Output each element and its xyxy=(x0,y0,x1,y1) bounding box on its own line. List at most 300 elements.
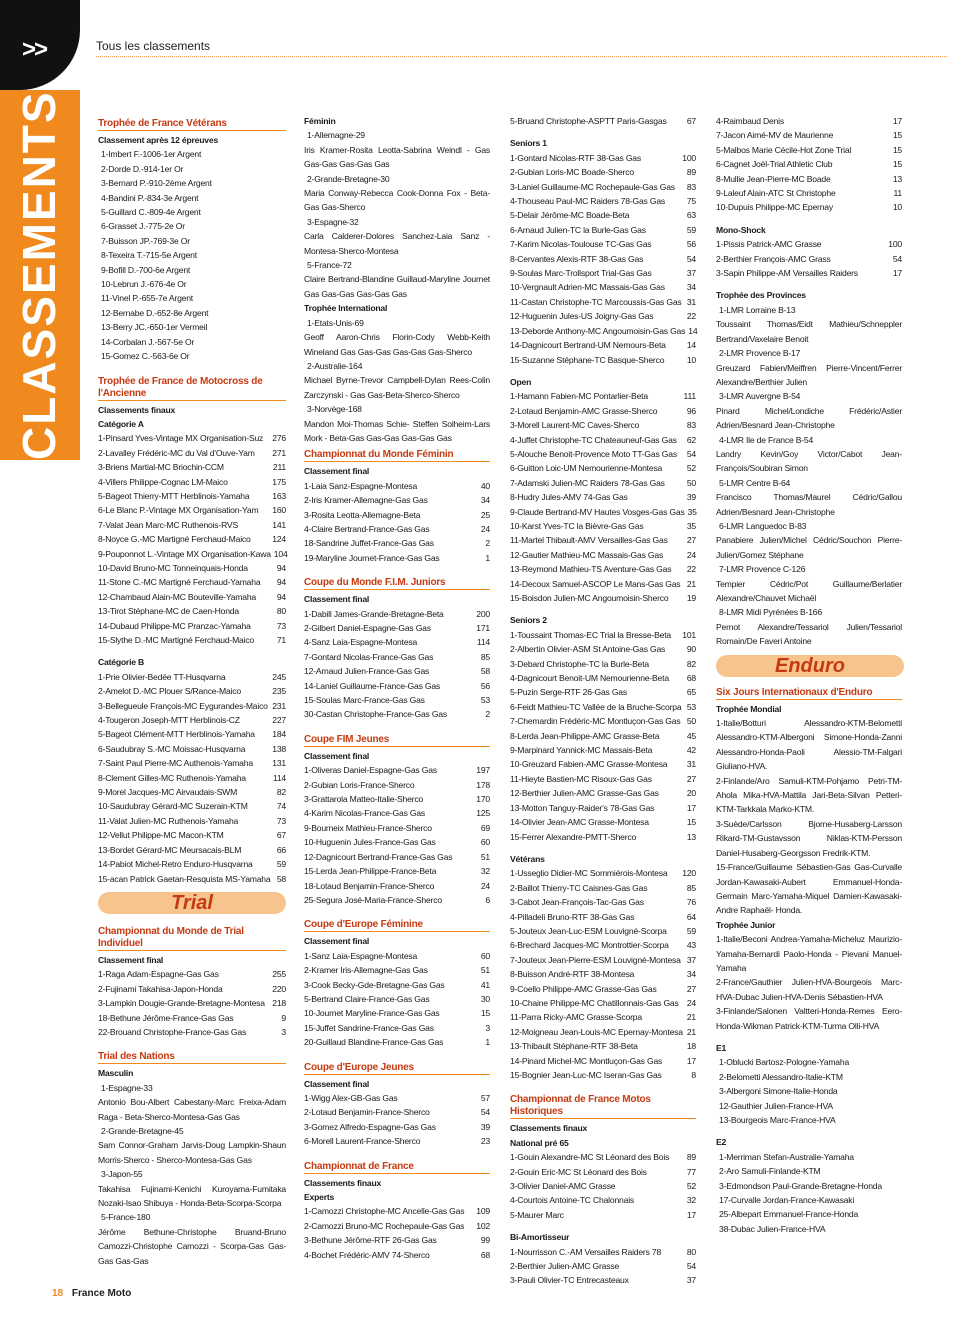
result-row xyxy=(98,575,286,589)
result-name: 2-Grande-Bretagne-30 xyxy=(307,173,390,184)
result-name: 2-Lavalley Frédéric-MC du Val d'Ouve-Yam xyxy=(98,447,255,458)
result-name: 4-Raimbaud Denis xyxy=(716,116,784,126)
result-row xyxy=(510,700,696,714)
result-points: 65 xyxy=(686,687,696,698)
result-name: 3-Olivier Daniel-AMC Grasse xyxy=(510,1181,616,1192)
breadcrumb[interactable]: Tous les classements xyxy=(96,39,211,53)
result-name: 3-LMR Auvergne B-54 xyxy=(719,391,801,402)
result-name: 2-Gubian Loris-France-Sherco xyxy=(304,779,415,790)
spacer xyxy=(304,1050,490,1058)
result-row xyxy=(304,621,490,635)
section-heading: Championnat du Monde Féminin xyxy=(304,445,490,462)
result-row xyxy=(98,219,286,233)
result-name: 5-LMR Centre B-64 xyxy=(719,477,791,488)
result-points: 69 xyxy=(480,822,490,833)
result-points: 83 xyxy=(686,181,696,192)
result-name: 2-Fujinami Takahisa-Japon-Honda xyxy=(98,983,223,994)
subheading: Classements finaux xyxy=(98,404,176,415)
result-row xyxy=(98,147,286,161)
result-row xyxy=(304,1035,490,1049)
result-name: 3-Cook Becky-Gde-Bretagne-Gas Gas xyxy=(304,979,445,990)
result-name: 25-Albepart Emmanuel-France-Honda xyxy=(719,1209,859,1220)
result-row xyxy=(98,684,286,698)
result-name: 14-Laniel Guillaume-France-Gas Gas xyxy=(304,680,441,691)
result-points: 67 xyxy=(276,830,286,841)
result-name: 4-Bochet Frédéric-AMV 74-Sherco xyxy=(304,1249,430,1260)
result-row xyxy=(304,551,490,565)
result-row xyxy=(510,1245,696,1259)
spacer xyxy=(98,1039,286,1047)
result-points: 138 xyxy=(272,743,286,754)
result-name: 8-Lerda Jean-Philippe-AMC Grasse-Beta xyxy=(510,730,660,741)
result-name: 11-Vinel P.-655-7e Argent xyxy=(101,293,193,304)
result-points: 6 xyxy=(485,894,490,905)
result-points: 80 xyxy=(686,1246,696,1257)
result-points: 89 xyxy=(686,167,696,178)
double-chevron-icon: >> xyxy=(22,36,47,63)
subheading: Classement final xyxy=(304,466,370,477)
result-points: 37 xyxy=(686,954,696,965)
result-name: 1-Raga Adam-Espagne-Gas Gas xyxy=(98,969,219,980)
result-name: 10-Lebrun J.-676-4e Or xyxy=(101,279,187,290)
result-name: 15-Juffet Sandrine-France-Gas Gas xyxy=(304,1022,434,1033)
sidebar-title: CLASSEMENTS xyxy=(13,90,65,460)
result-name: 8-Noyce G.-MC Martigné Ferchaud-Maico xyxy=(98,534,251,545)
spacer xyxy=(510,367,696,375)
result-points: 2 xyxy=(485,709,490,720)
team-roster: 2-Finlande/Aro Samuli-KTM-Pohjamo Petri-TM-Ahola Mika-HVA-Mattila Jari-Beta-Silvan Petteri-KTM-Tarkkala Marko-KTM. xyxy=(716,775,902,815)
result-points: 75 xyxy=(686,196,696,207)
section-heading: Coupe du Monde F.I.M. Juniors xyxy=(304,573,490,590)
result-name: 8-Mullie Jean-Pierre-MC Boade xyxy=(716,173,831,184)
result-points: 17 xyxy=(686,802,696,813)
result-name: 15-Gomez C.-563-6e Or xyxy=(101,351,190,362)
result-points: 17 xyxy=(892,116,902,126)
result-name: 3-Espagne-32 xyxy=(307,216,359,227)
result-name: 7-Gontard Nicolas-France-Gas Gas xyxy=(304,651,434,662)
result-row xyxy=(98,843,286,857)
result-name: 3-Bellegueule François-MC Eygurandes-Maico xyxy=(98,700,268,711)
spacer xyxy=(716,280,902,288)
result-name: 7-Karim Nicolas-Toulouse TC-Gas Gas xyxy=(510,239,652,250)
result-row xyxy=(510,1068,696,1082)
result-row xyxy=(304,1134,490,1148)
result-points: 62 xyxy=(686,434,696,445)
result-name: 14-Dubaud Philippe-MC Pranzac-Yamaha xyxy=(98,620,251,631)
result-points: 27 xyxy=(686,535,696,546)
result-row xyxy=(510,280,696,294)
result-name: 1-Oliveras Daniel-Espagne-Gas Gas xyxy=(304,765,437,776)
result-row xyxy=(510,1179,696,1193)
result-row xyxy=(304,992,490,1006)
result-row xyxy=(304,1105,490,1119)
team-roster: Antonio Bou-Albert Cabestany-Marc Freixa-Adam Raga - Beta-Sherco-Montesa-Gas Gas xyxy=(98,1097,286,1122)
team-roster: Sam Connor-Graham Jarvis-Doug Lampkin-Shaun Morris-Sherco - Sherco-Montesa-Gas Gas xyxy=(98,1140,286,1165)
result-points: 220 xyxy=(272,983,286,994)
result-points: 30 xyxy=(480,993,490,1004)
result-row xyxy=(304,215,490,229)
result-name: 3-Edmondson Paul-Grande-Bretagne-Honda xyxy=(719,1180,882,1191)
result-points: 2 xyxy=(485,538,490,549)
result-row xyxy=(304,172,490,186)
result-row xyxy=(510,461,696,475)
result-row xyxy=(304,359,490,373)
section-heading: Championnat de France xyxy=(304,1157,490,1174)
result-row xyxy=(98,306,286,320)
result-row xyxy=(304,664,490,678)
result-points: 73 xyxy=(276,620,286,631)
result-name: 6-Grasset J.-775-2e Or xyxy=(101,221,185,232)
result-name: 4-Courtois Antoine-TC Chalonnais xyxy=(510,1195,635,1206)
result-points: 104 xyxy=(273,548,288,559)
result-points: 15 xyxy=(892,159,902,170)
result-row xyxy=(716,1150,902,1164)
result-name: 2-Lotaud Benjamin-AMC Grasse-Sherco xyxy=(510,405,658,416)
result-name: 11-Hieyte Bastien-MC Risoux-Gas Gas xyxy=(510,773,652,784)
result-name: 12-Chambaud Alain-MC Bouteville-Yamaha xyxy=(98,591,256,602)
section-heading: Trial des Nations xyxy=(98,1047,286,1064)
result-name: 11-Castan Christophe-TC Marcoussis-Gas Gas xyxy=(510,296,682,307)
result-name: 1-Sanz Laia-Espagne-Montesa xyxy=(304,950,418,961)
result-points: 10 xyxy=(686,354,696,365)
result-points: 59 xyxy=(686,224,696,235)
team-roster: 3-Suède/Carlsson Bjorne-Husaberg-Larsson Rikard-TM-Gustavsson Niklas-KTM-Persson Daniel-Husaberg-Georgsson Fredrik-KTM. xyxy=(716,818,902,858)
team-roster: Maria Conway-Rebecca Cook-Donna Fox - Beta-Gas Gas-Sherco xyxy=(304,188,490,213)
result-name: 9-Soulas Marc-Trollsport Trial-Gas Gas xyxy=(510,268,652,279)
result-row xyxy=(304,128,490,142)
result-row xyxy=(716,237,902,251)
result-name: 5-France-180 xyxy=(101,1212,151,1223)
result-row xyxy=(304,707,490,721)
team-roster: Tempier Cédric/Pot Guillaume/Berlatier Alexandre/Chauvet Michaël xyxy=(716,578,902,603)
result-name: 9-Laleuf Alain-ATC St Christophe xyxy=(716,188,836,199)
section-heading: Championnat du Monde de Trial Individuel xyxy=(98,922,286,951)
result-name: 8-Clement Gilles-MC Ruthenois-Yamaha xyxy=(98,772,246,783)
result-points: 74 xyxy=(276,801,286,812)
result-name: 11-Stone C.-MC Martigné Ferchaud-Yamaha xyxy=(98,577,261,588)
result-points: 17 xyxy=(892,268,902,279)
result-row xyxy=(98,248,286,262)
result-points: 56 xyxy=(686,239,696,250)
result-points: 20 xyxy=(686,788,696,799)
result-name: 3-Norvège-168 xyxy=(307,404,362,415)
result-row xyxy=(304,522,490,536)
result-row xyxy=(304,1248,490,1262)
result-name: 6-Morell Laurent-France-Sherco xyxy=(304,1136,421,1147)
result-name: 13-Bordet Gérard-MC Meursacais-BLM xyxy=(98,844,242,855)
result-points: 19 xyxy=(686,593,696,603)
subheading: E2 xyxy=(716,1137,727,1148)
result-row xyxy=(716,389,902,403)
result-points: 245 xyxy=(272,671,286,682)
result-row xyxy=(304,402,490,416)
result-row xyxy=(510,1273,696,1287)
result-points: 22 xyxy=(686,564,696,575)
result-name: 1-Allemagne-29 xyxy=(307,130,365,141)
result-points: 39 xyxy=(480,1121,490,1132)
result-row xyxy=(510,671,696,685)
result-row xyxy=(510,505,696,519)
result-points: 53 xyxy=(480,695,490,706)
result-points: 35 xyxy=(686,520,696,531)
result-points: 111 xyxy=(683,391,696,402)
result-row xyxy=(510,757,696,771)
result-name: 11-Martel Thibault-AMV Versailles-Gas Gas xyxy=(510,535,668,546)
spacer xyxy=(304,907,490,915)
result-row xyxy=(98,234,286,248)
result-name: 13-Motton Tanguy-Raider's 78-Gas Gas xyxy=(510,802,655,813)
result-name: 19-Maryline Journet-France-Gas Gas xyxy=(304,552,440,563)
result-name: 14-Dagnicourt Bertrand-UM Nemours-Beta xyxy=(510,340,666,351)
result-row xyxy=(510,938,696,952)
result-row xyxy=(716,172,902,186)
result-row xyxy=(304,821,490,835)
result-name: 1-Wigg Alex-GB-Gas Gas xyxy=(304,1092,398,1103)
result-name: 1-Toussaint Thomas-EC Trial la Bresse-Beta xyxy=(510,629,671,640)
result-row xyxy=(510,562,696,576)
result-points: 14 xyxy=(688,325,698,336)
result-name: 2-Lotaud Benjamin-France-Sherco xyxy=(304,1107,430,1118)
result-name: 1-Imbert F.-1006-1er Argent xyxy=(101,149,202,160)
result-row xyxy=(510,685,696,699)
result-points: 37 xyxy=(686,1275,696,1286)
subheading: E1 xyxy=(716,1042,727,1053)
result-row xyxy=(98,503,286,517)
team-roster: Takahisa Fujinami-Kenichi Kuroyama-Fumitaka Nozaki-Isao Shibuya - Honda-Beta-Scorpa-Scorpa xyxy=(98,1183,286,1208)
result-row xyxy=(98,320,286,334)
result-points: 52 xyxy=(686,1181,696,1192)
result-name: 1-Pinsard Yves-Vintage MX Organisation-Suz xyxy=(98,433,264,444)
result-row xyxy=(98,335,286,349)
result-points: 37 xyxy=(686,268,696,279)
result-points: 68 xyxy=(480,1249,490,1260)
result-points: 94 xyxy=(276,591,286,602)
result-row xyxy=(98,967,286,981)
result-row xyxy=(98,604,286,618)
section-heading: Championnat de France Motos Historiques xyxy=(510,1090,696,1119)
spacer xyxy=(716,1127,902,1135)
result-points: 235 xyxy=(272,686,286,697)
result-name: 5-Delair Jérôme-MC Boade-Beta xyxy=(510,210,630,221)
subheading: Classements finaux xyxy=(510,1123,588,1134)
result-name: 7-Jacon Aimé-MV de Maurienne xyxy=(716,130,834,141)
team-roster: Pinard Michel/Londiche Frédéric/Astier Adrien/Besnard Jean-Christophe xyxy=(716,405,902,431)
result-row xyxy=(304,607,490,621)
result-points: 170 xyxy=(476,794,490,805)
result-row xyxy=(304,693,490,707)
result-name: 15-Bognier Jean-Luc-MC Iseran-Gas Gas xyxy=(510,1070,662,1080)
result-points: 66 xyxy=(276,844,286,855)
result-row xyxy=(510,772,696,786)
result-name: 18-Sandrine Juffet-France-Gas Gas xyxy=(304,538,434,549)
result-row xyxy=(510,924,696,938)
result-points: 25 xyxy=(480,509,490,520)
result-points: 80 xyxy=(276,606,286,617)
result-name: 4-Juffet Christophe-TC Chateauneuf-Gas Gas xyxy=(510,434,677,445)
result-points: 197 xyxy=(476,765,490,776)
result-row xyxy=(510,1054,696,1068)
result-name: 12-Gauthier Julien-France-HVA xyxy=(719,1100,833,1111)
result-points: 85 xyxy=(686,882,696,893)
result-row xyxy=(304,258,490,272)
result-points: 57 xyxy=(480,1092,490,1103)
team-roster: 3-Finlande/Salonen Valtteri-Honda-Remes Eero-Honda-Wikman Patrick-KTM-Turma Olli-HVA xyxy=(716,1006,902,1031)
result-row xyxy=(98,291,286,305)
result-row xyxy=(510,1039,696,1053)
result-points: 100 xyxy=(682,152,696,163)
result-row xyxy=(716,476,902,490)
result-name: 3-Sapin Philippe-AM Versailles Raiders xyxy=(716,268,858,279)
result-name: 9-Bofill D.-700-6e Argent xyxy=(101,264,191,275)
trial-banner: Trial xyxy=(98,892,286,914)
result-points: 141 xyxy=(272,519,286,530)
result-name: 6-Guitton Loic-UM Nemourienne-Montesa xyxy=(510,463,663,474)
result-name: 1-Camozzi Christophe-MC Ancelle-Gas Gas xyxy=(304,1206,465,1217)
result-points: 1 xyxy=(485,1037,490,1048)
result-name: 7-Buisson JP.-769-3e Or xyxy=(101,235,190,246)
result-row xyxy=(98,475,286,489)
result-points: 15 xyxy=(480,1008,490,1019)
result-name: 8-Texeira T.-715-5e Argent xyxy=(101,250,197,261)
team-roster: Francisco Thomas/Maurel Cédric/Gallou Adrien/Besnard Jean-Christophe xyxy=(716,492,902,517)
result-name: 2-Camozzi Bruno-MC Rochepaule-Gas Gas xyxy=(304,1220,465,1231)
result-points: 73 xyxy=(276,815,286,826)
result-points: 15 xyxy=(892,130,902,141)
result-row xyxy=(98,1210,286,1224)
spacer xyxy=(510,605,696,613)
result-row xyxy=(510,237,696,251)
result-name: 3-Briens Martial-MC Briochin-CCM xyxy=(98,462,224,473)
team-roster: Jérôme Bethune-Christophe Bruand-Bruno Camozzi-Christophe Camozzi - Scorpa-Gas Gas-Gas Gas-Gas xyxy=(98,1226,286,1266)
result-row xyxy=(510,252,696,266)
result-points: 15 xyxy=(686,817,696,828)
result-row xyxy=(510,714,696,728)
result-points: 10 xyxy=(892,202,902,213)
result-name: 5-Bruand Christophe-ASPTT Paris-Gasgas xyxy=(510,116,667,126)
subheading: National pré 65 xyxy=(510,1137,569,1148)
result-points: 160 xyxy=(272,505,286,516)
result-row xyxy=(716,200,902,214)
result-name: 12-Vellut Philippe-MC Macon-KTM xyxy=(98,830,224,841)
result-row xyxy=(510,1259,696,1273)
subheading: Masculin xyxy=(98,1068,134,1079)
result-name: 4-Villers Philippe-Cognac LM-Maico xyxy=(98,476,228,487)
result-row xyxy=(98,857,286,871)
subheading: Féminin xyxy=(304,116,336,126)
result-name: 1-Hamann Fabien-MC Pontarlier-Beta xyxy=(510,391,648,402)
result-name: 13-Reymond Mathieu-TS Aventure-Gas Gas xyxy=(510,564,672,575)
result-points: 31 xyxy=(686,296,696,307)
result-name: 2-Gubian Loris-MC Boade-Sherco xyxy=(510,167,634,178)
result-name: 5-Bageot Clément-MTT Herblinois-Yamaha xyxy=(98,729,255,740)
result-name: 6-Saudubray S.-MC Moissac-Husqvarna xyxy=(98,743,246,754)
result-name: 6-LMR Languedoc B-83 xyxy=(719,520,807,531)
result-name: 14-Pabiot Michel-Retro Enduro-Husqvarna xyxy=(98,859,253,870)
result-name: 1-Laia Sanz-Espagne-Montesa xyxy=(304,480,418,491)
result-row xyxy=(304,879,490,893)
result-row xyxy=(304,864,490,878)
result-name: 1-LMR Lorraine B-13 xyxy=(719,304,796,315)
result-row xyxy=(304,963,490,977)
result-name: 12-Gautier Mathieu-MC Massais-Gas Gas xyxy=(510,549,664,560)
result-name: 1-Etats-Unis-69 xyxy=(307,317,364,328)
result-points: 3 xyxy=(485,1022,490,1033)
result-name: 3-Pauli Olivier-TC Entrecasteaux xyxy=(510,1275,629,1286)
result-points: 15 xyxy=(892,144,902,155)
result-name: 1-Usseglio Didier-MC Sommiérois-Montesa xyxy=(510,868,668,879)
result-name: 8-Cervantes Alexis-RTF 38-Gas Gas xyxy=(510,253,644,264)
result-row xyxy=(510,433,696,447)
result-name: 6-Brechard Jacques-MC Montrottier-Scorpa xyxy=(510,940,669,951)
result-points: 23 xyxy=(480,1136,490,1147)
result-row xyxy=(304,1091,490,1105)
section-heading: Coupe d'Europe Jeunes xyxy=(304,1058,490,1075)
result-name: 2-Berthier Julien-AMC Grasse xyxy=(510,1261,620,1272)
result-name: 5-Maurer Marc xyxy=(510,1209,564,1220)
team-roster: Carla Calderer-Dolores Sanchez-Laia Sanz - Montesa-Sherco-Montesa xyxy=(304,231,490,256)
result-row xyxy=(98,756,286,770)
result-points: 52 xyxy=(686,463,696,474)
result-points: 255 xyxy=(272,969,286,980)
result-name: 1-Gouin Alexandre-MC St Léonard des Bois xyxy=(510,1152,670,1163)
team-roster: Claire Bertrand-Blandine Guillaud-Maryline Journet Gas Gas-Gas Gas-Gas Gas xyxy=(304,274,490,299)
result-name: 4-Claire Bertrand-France-Gas Gas xyxy=(304,523,430,534)
result-name: 4-Pilladeli Bruno-RTF 38-Gas Gas xyxy=(510,911,635,922)
subheading: Open xyxy=(510,376,532,387)
result-row xyxy=(304,1233,490,1247)
result-row xyxy=(98,1081,286,1095)
result-name: 13-Berry JC.-650-1er Vermeil xyxy=(101,322,208,333)
result-name: 2-Berthier François-AMC Grass xyxy=(716,253,831,264)
result-name: 10-Chaine Philippe-MC Chatillonnais-Gas Gas xyxy=(510,997,679,1008)
result-points: 82 xyxy=(686,658,696,669)
result-name: 2-Kramer Iris-Allemagne-Gas Gas xyxy=(304,965,428,976)
subheading: Classements finaux xyxy=(304,1177,382,1188)
result-name: 4-Dagnicourt Benoit-UM Nemourienne-Beta xyxy=(510,673,669,684)
result-name: 10-Journet Maryline-France-Gas Gas xyxy=(304,1008,440,1019)
subheading: Classement final xyxy=(304,1078,370,1089)
team-roster: Greuzard Fabien/Meiffren Pierre-Vincent/Ferrer Alexandre/Berthier Julien xyxy=(716,362,902,387)
result-row xyxy=(510,266,696,280)
result-name: 30-Castan Christophe-France-Gas Gas xyxy=(304,709,447,720)
result-name: 3-Gomez Alfredo-Espagne-Gas Gas xyxy=(304,1121,436,1132)
result-name: 10-Saudubray Gérard-MC Suzerain-KTM xyxy=(98,801,248,812)
result-name: 8-Buisson André-RTF 38-Montesa xyxy=(510,969,635,980)
subheading: Trophée Mondial xyxy=(716,703,782,714)
result-row xyxy=(98,205,286,219)
result-points: 24 xyxy=(480,880,490,891)
result-points: 100 xyxy=(888,239,902,250)
result-name: 3-Lampkin Dougie-Grande-Bretagne-Montesa xyxy=(98,998,265,1009)
result-name: 1-Prie Olivier-Bedée TT-Husqvarna xyxy=(98,671,226,682)
result-name: 3-Japon-55 xyxy=(101,1169,143,1180)
subheading: Seniors 2 xyxy=(510,615,547,626)
result-row xyxy=(510,729,696,743)
result-row xyxy=(304,778,490,792)
result-points: 34 xyxy=(480,495,490,506)
result-name: 1-Espagne-33 xyxy=(101,1082,153,1093)
spacer xyxy=(510,128,696,136)
result-name: 2-Dorde D.-914-1er Or xyxy=(101,163,184,174)
result-name: 20-Guillaud Blandine-France-Gas Gas xyxy=(304,1037,444,1048)
result-name: 3-Morell Laurent-MC Caves-Sherco xyxy=(510,420,640,431)
result-points: 41 xyxy=(480,979,490,990)
result-row xyxy=(98,996,286,1010)
result-name: 5-Malbos Marie Cécile-Hot Zone Trial xyxy=(716,144,852,155)
result-row xyxy=(510,866,696,880)
result-name: 14-Corbalan J.-567-5e Or xyxy=(101,336,195,347)
result-row xyxy=(304,479,490,493)
